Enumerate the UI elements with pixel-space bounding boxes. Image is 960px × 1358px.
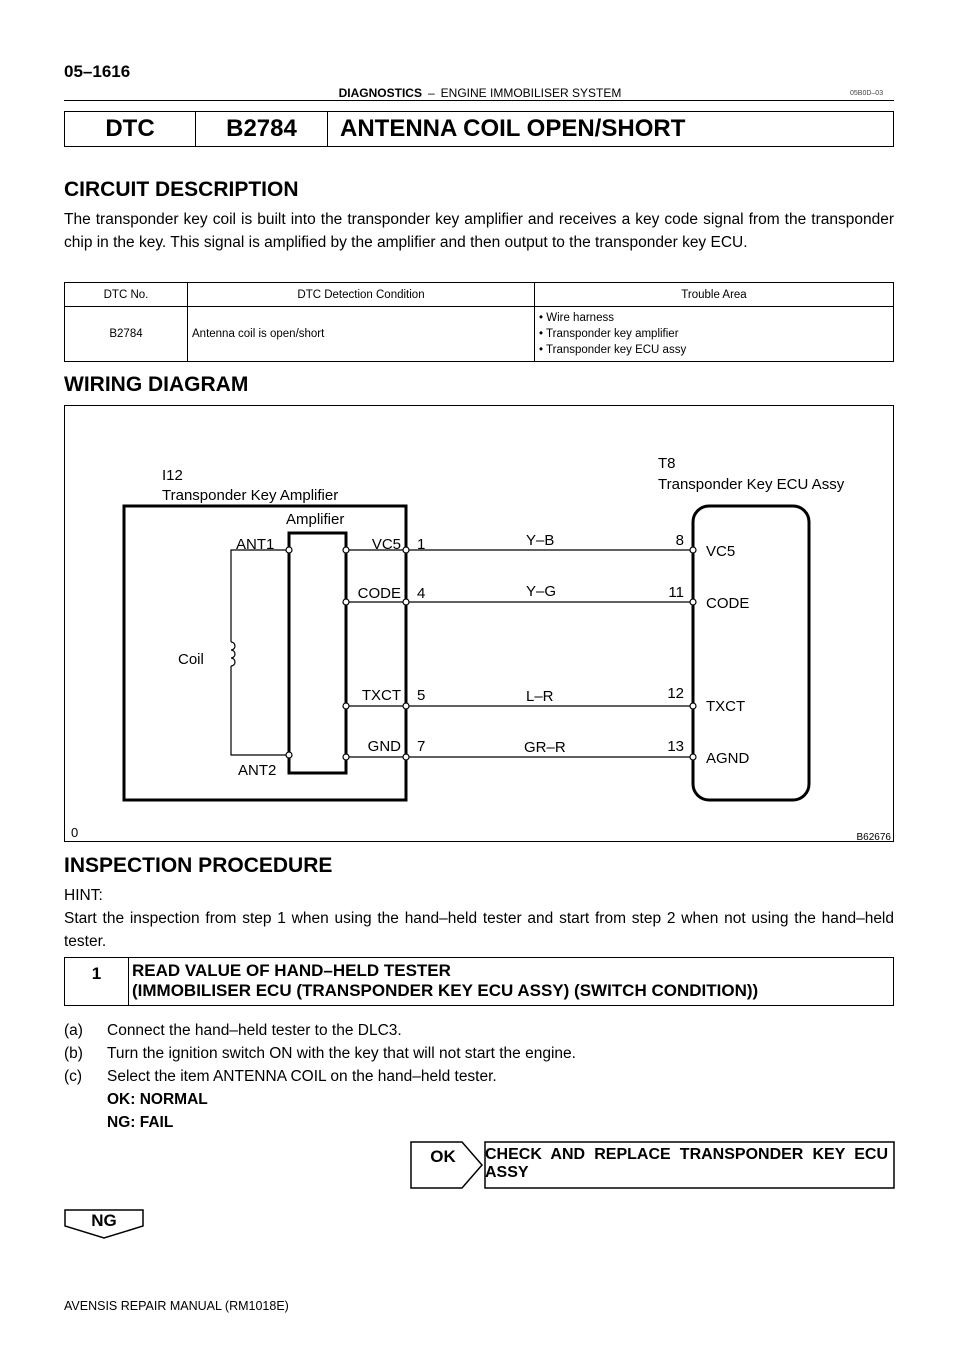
ok-label: OK	[430, 1147, 456, 1166]
wire-color-code: Y–G	[526, 583, 557, 600]
ecu-pin-13: 13	[667, 738, 684, 755]
list-text: Select the item ANTENNA COIL on the hand–held tester.	[107, 1068, 497, 1085]
ok-result: OK: NORMAL	[107, 1091, 208, 1108]
dtc-title: ANTENNA COIL OPEN/SHORT	[340, 115, 686, 142]
ant1-terminal	[286, 547, 292, 553]
wire-color-txct: L–R	[526, 688, 554, 705]
page-number: 05–1616	[64, 62, 131, 81]
table-header-row	[65, 283, 894, 307]
footer-manual-name: AVENSIS REPAIR MANUAL (RM1018E)	[64, 1299, 289, 1313]
header-section: DIAGNOSTICS	[338, 86, 422, 100]
step-title-line: READ VALUE OF HAND–HELD TESTER	[132, 961, 451, 980]
ecu-terminal-txct: TXCT	[706, 698, 746, 715]
ant2-label: ANT2	[238, 762, 277, 779]
wire-color-vc5: Y–B	[526, 532, 555, 549]
coil-label: Coil	[178, 651, 204, 668]
list-marker: (b)	[64, 1045, 83, 1062]
amp-inner-label: Amplifier	[286, 511, 345, 528]
amp-name-label: Transponder Key Amplifier	[162, 487, 339, 504]
hint-label: HINT:	[64, 887, 103, 904]
amp-pin-7: 7	[417, 738, 426, 755]
list-item	[64, 1042, 894, 1065]
table-cell-area	[535, 307, 894, 362]
ecu-terminal-vc5: VC5	[706, 543, 736, 560]
circuit-description-heading: CIRCUIT DESCRIPTION	[64, 178, 299, 201]
amp-terminal-vc5: VC5	[371, 536, 401, 553]
inspection-heading: INSPECTION PROCEDURE	[64, 854, 333, 877]
trouble-area-item: • Transponder key ECU assy	[539, 344, 687, 356]
amp-pin-4: 4	[417, 585, 426, 602]
amp-terminal-gnd: GND	[367, 738, 401, 755]
wire-color-gnd: GR–R	[524, 739, 566, 756]
step-title-line: (IMMOBILISER ECU (TRANSPONDER KEY ECU ASSY) (SWITCH CONDITION))	[132, 981, 759, 1000]
list-item	[64, 1065, 894, 1088]
ecu-pin-11: 11	[668, 584, 684, 601]
dtc-code: B2784	[196, 112, 328, 146]
dtc-label: DTC	[65, 112, 196, 146]
ecu-name-label: Transponder Key ECU Assy	[658, 476, 845, 493]
ant2-terminal	[286, 752, 292, 758]
amp-terminal-code: CODE	[357, 585, 401, 602]
trouble-area-item: • Wire harness	[539, 312, 614, 324]
ecu-pin-8: 8	[675, 532, 684, 549]
ecu-terminal-code: CODE	[706, 595, 750, 612]
ecu-terminal-agnd: AGND	[706, 750, 750, 767]
coil-wire-top	[231, 550, 289, 642]
ok-action: CHECK AND REPLACE TRANSPONDER KEY ECU ASSY	[485, 1146, 888, 1181]
list-marker: (a)	[64, 1022, 83, 1039]
dtc-table	[64, 282, 894, 362]
amplifier-block	[289, 533, 346, 773]
doc-id: 05B0D–03	[850, 90, 884, 97]
table-header: DTC Detection Condition	[188, 283, 535, 307]
running-header	[0, 86, 960, 100]
ng-label: NG	[91, 1211, 117, 1230]
table-header: DTC No.	[65, 283, 188, 307]
ecu-connector-label: T8	[658, 455, 676, 472]
step-1-bar	[64, 957, 894, 1006]
list-text: Connect the hand–held tester to the DLC3.	[107, 1022, 402, 1039]
list-text: Turn the ignition switch ON with the key that will not start the engine.	[107, 1045, 576, 1062]
dtc-title-bar	[64, 111, 894, 147]
step-number: 1	[65, 958, 129, 1005]
header-separator: –	[427, 86, 435, 100]
wiring-diagram-svg	[65, 406, 895, 843]
hint-text: Start the inspection from step 1 when using the hand–held tester and start from step 2 when not using the hand–held tester.	[64, 910, 894, 950]
amp-pin-5: 5	[417, 687, 426, 704]
figure-id: B62676	[856, 832, 891, 843]
ng-result: NG: FAIL	[107, 1114, 174, 1131]
header-rule	[64, 100, 894, 101]
table-cell-dtc: B2784	[65, 307, 188, 362]
list-marker: (c)	[64, 1068, 83, 1085]
wiring-diagram-heading: WIRING DIAGRAM	[64, 373, 249, 396]
wiring-diagram	[64, 405, 894, 842]
trouble-area-item: • Transponder key amplifier	[539, 328, 679, 340]
amp-connector-label: I12	[162, 467, 183, 484]
table-row	[65, 307, 894, 362]
ant1-label: ANT1	[236, 536, 275, 553]
step-title	[129, 958, 758, 1005]
header-subsection: ENGINE IMMOBILISER SYSTEM	[440, 86, 622, 100]
coil-winding	[231, 642, 235, 666]
coil-wire-bottom	[231, 666, 289, 755]
amp-pin-1: 1	[417, 536, 426, 553]
table-cell-condition: Antenna coil is open/short	[188, 307, 535, 362]
table-header: Trouble Area	[535, 283, 894, 307]
list-item	[64, 1019, 894, 1042]
ecu-pin-12: 12	[667, 685, 684, 702]
diagram-corner-mark: 0	[71, 825, 79, 840]
circuit-description-text: The transponder key coil is built into the transponder key amplifier and receives a key code signal from the transponder chip in the key. This signal is amplified by the amplifier and then output to the transponder key ECU.	[64, 211, 894, 251]
step-1-instructions	[64, 1019, 894, 1134]
amp-terminal-txct: TXCT	[361, 687, 401, 704]
